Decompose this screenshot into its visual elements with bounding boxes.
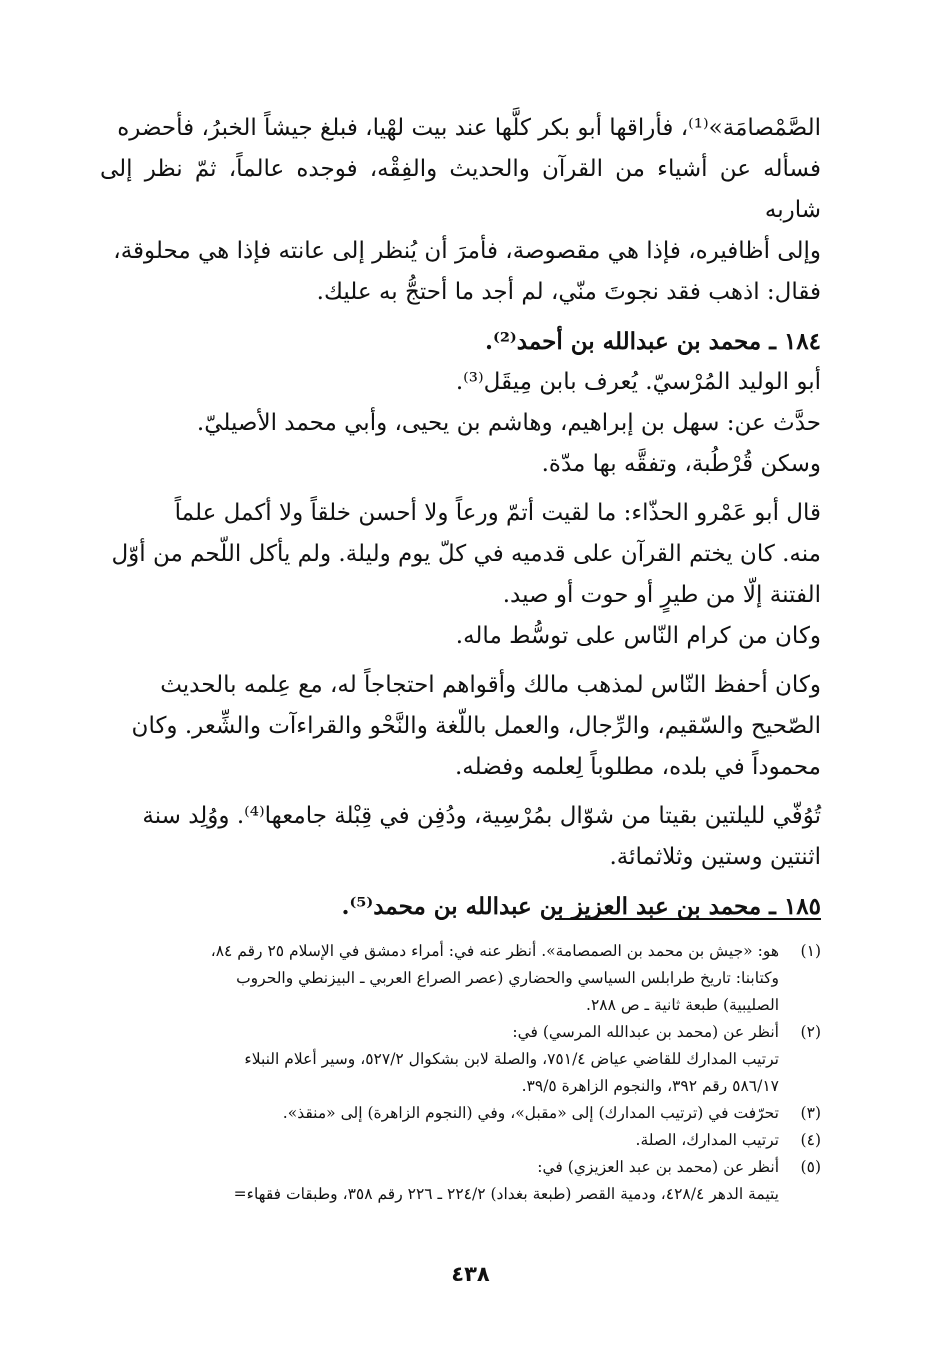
text-line: وكان أحفظ النّاس لمذهب مالك وأقواهم احتجاجاً له، مع عِلمه بالحديث — [160, 672, 821, 698]
footnote-number: (٢) — [800, 1023, 821, 1041]
text-line: الفتنة إلّا من طيرٍ أو حوت أو صيد. — [502, 582, 821, 608]
footnote-3 — [100, 1100, 821, 1127]
footnote-2 — [100, 1019, 821, 1100]
footnote-line: ترتيب المدارك، الصلة. — [635, 1131, 779, 1149]
text-line: اثنتين وستين وثلاثمائة. — [609, 844, 821, 870]
paragraph — [100, 108, 821, 313]
footnotes — [100, 938, 821, 1208]
footnote-number: (٣) — [800, 1104, 821, 1122]
text-line: وإلى أظافيره، فإذا هي مقصوصة، فأمرَ أن يُنظر إلى عانته فإذا هي محلوقة، — [113, 238, 821, 264]
footnote-separator — [555, 918, 821, 920]
footnote-4 — [100, 1127, 821, 1154]
footnote-1 — [100, 938, 821, 1019]
footnote-number: (٥) — [800, 1158, 821, 1176]
text-line: قال أبو عَمْرو الحذّاء: ما لقيت أتمّ ورعاً ولا أحسن خلقاً ولا أكمل علماً — [174, 500, 821, 526]
main-text — [100, 108, 821, 927]
text-line: أبو الوليد المُرْسيّ. يُعرف بابن مِيقَل⁽³⁾. — [455, 369, 821, 395]
text-line: الصّحيح والسّقيم، والرِّجال، والعمل باللّغة والنَّحْو والقراءآت والشِّعر. وكان — [131, 713, 821, 739]
footnote-line: تحرّفت في (ترتيب المدارك) إلى «مقبل»، وفي (النجوم الزاهرة) إلى «منقذ». — [282, 1104, 779, 1122]
footnote-line: الصليبية) طبعة ثانية ـ ص ٢٨٨. — [586, 996, 779, 1014]
text-line: الصَّمْصامَة»⁽¹⁾، فأراقها أبو بكر كلَّها عند بيت لهْيا، فبلغ جيشاً الخبرُ، فأحضره — [117, 115, 821, 141]
footnote-number: (١) — [800, 942, 821, 960]
paragraph — [100, 362, 821, 485]
footnote-line: وكتابنا: تاريخ طرابلس السياسي والحضاري (عصر الصراع العربي ـ البيزنطي والحروب — [236, 969, 779, 987]
paragraph — [100, 665, 821, 788]
text-line: محموداً في بلده، مطلوباً لِعلمه وفضله. — [454, 754, 821, 780]
text-line: منه. كان يختم القرآن على قدميه في كلّ يوم وليلة. ولم يأكل اللّحم من أوّل — [111, 541, 821, 567]
paragraph — [100, 493, 821, 657]
footnote-line: هو: «جيش بن محمد بن الصمصامة». أنظر عنه في: أمراء دمشق في الإسلام ٢٥ رقم ٨٤، — [210, 942, 779, 960]
text-line: وسكن قُرْطُبة، وتفقَّه بها مدّة. — [541, 451, 821, 477]
text-line: فسأله عن أشياء من القرآن والحديث والفِقْه، فوجده عالماً، ثمّ نظر إلى شاربه — [100, 156, 821, 223]
footnote-5 — [100, 1154, 821, 1208]
entry-heading-184: ١٨٤ ـ محمد بن عبدالله بن أحمد⁽²⁾. — [484, 328, 821, 355]
text-line: وكان من كرام النّاس على توسُّط ماله. — [455, 623, 821, 649]
entry-heading-185: ١٨٥ ـ محمد بن عبد العزيز بن عبدالله بن محمد⁽⁵⁾. — [341, 893, 821, 920]
footnote-line: أنظر عن (محمد بن عبد العزيزي) في: — [537, 1158, 779, 1176]
footnote-line: ٥٨٦/١٧ رقم ٣٩٢، والنجوم الزاهرة ٣٩/٥. — [521, 1077, 779, 1095]
text-line: حدَّث عن: سهل بن إبراهيم، وهاشم بن يحيى، وأبي محمد الأصيليّ. — [196, 410, 821, 436]
footnote-line: ترتيب المدارك للقاضي عياض ٧٥١/٤، والصلة لابن بشكوال ٥٢٧/٢، وسير أعلام النبلاء — [244, 1050, 779, 1068]
footnote-line: يتيمة الدهر ٤٢٨/٤، ودمية القصر (طبعة بغداد) ٢٢٤/٢ ـ ٢٢٦ رقم ٣٥٨، وطبقات فقهاء= — [233, 1185, 779, 1203]
footnote-number: (٤) — [800, 1131, 821, 1149]
text-line: تُوُفّي لليلتين بقيتا من شوّال بمُرْسِية، ودُفِن في قِبْلة جامعها⁽⁴⁾. ووُلِد سنة — [142, 803, 821, 829]
footnote-line: أنظر عن (محمد بن عبدالله المرسي) في: — [512, 1023, 779, 1041]
text-line: فقال: اذهب فقد نجوتَ منّي، لم أجد ما أحتجُّ به عليك. — [316, 279, 821, 305]
paragraph — [100, 796, 821, 878]
page-number: ٤٣٨ — [451, 1262, 490, 1286]
